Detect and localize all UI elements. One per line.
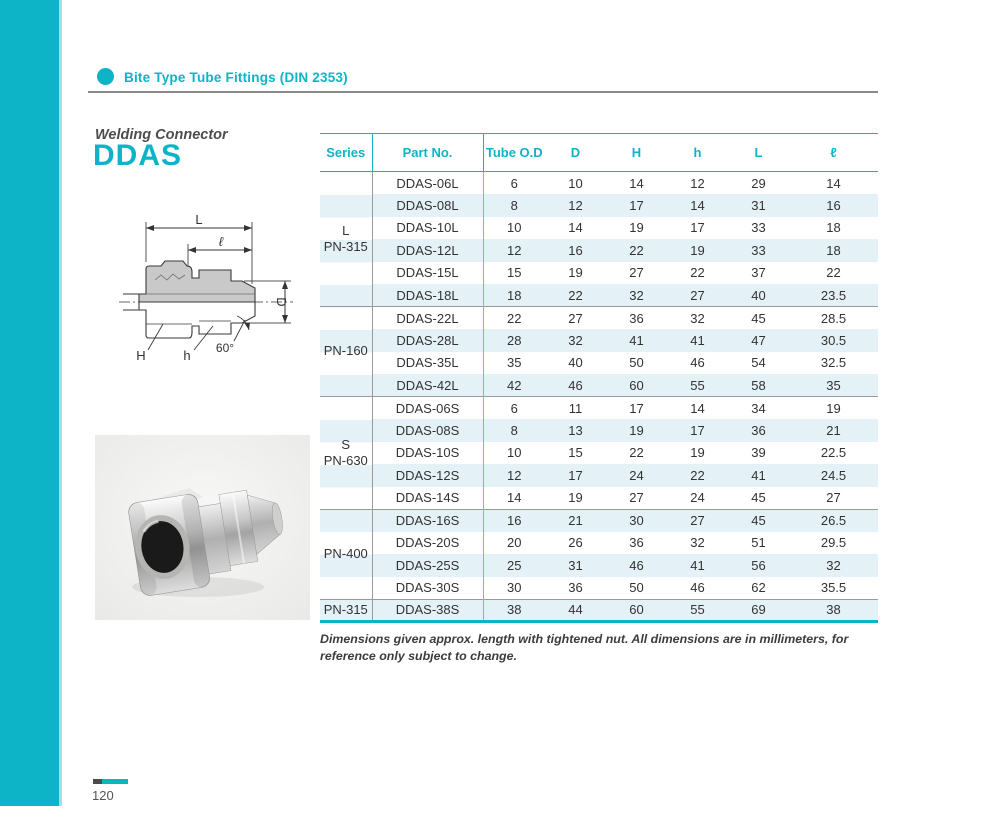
column-header: ℓ [789,134,878,172]
dimension-value-cell: 21 [545,509,606,532]
part-no-cell: DDAS-22L [372,307,483,330]
table-row [320,329,878,352]
page-number: 120 [92,788,114,803]
dimension-value-cell: 15 [568,445,583,461]
dimension-value-cell: 46 [568,377,583,393]
dimension-value-cell: 25 [507,557,522,573]
dimension-value-cell: 45 [728,509,789,532]
dimension-value-cell: 26.5 [789,509,878,532]
part-no-cell: DDAS-30S [372,577,483,600]
part-no-cell: DDAS-06S [372,397,483,420]
dimension-value-cell: 58 [751,377,766,393]
table-row [320,397,878,420]
dimension-value-cell: 14 [568,220,583,236]
dimension-value-cell: 22 [629,242,644,258]
dimension-value-cell: 36 [751,422,766,438]
left-accent-strip [0,0,62,806]
dimension-value-cell: 10 [507,445,522,461]
dimension-value-cell: 21 [826,422,841,438]
dimension-value-cell: 36 [606,307,667,330]
dimension-value-cell: 27 [690,287,705,303]
dimension-value-cell: 41 [751,467,766,483]
column-header: D [545,134,606,172]
page-marker-dark-segment [93,779,102,784]
dimension-value-cell: 29.5 [820,535,847,551]
header-divider [88,91,878,93]
part-no-cell: DDAS-42L [372,374,483,397]
dimension-value-cell: 37 [751,265,766,281]
dimension-value-cell: 32 [826,557,841,573]
product-series-code: DDAS [93,139,183,172]
dimension-value-cell: 31 [751,197,766,213]
series-cell: PN-315 [320,599,372,622]
fitting-section-top [139,261,255,302]
dimension-value-cell: 46 [629,557,644,573]
dimension-value-cell: 16 [568,242,583,258]
table-row [320,172,878,195]
part-no-cell: DDAS-20S [372,532,483,555]
dimension-value-cell: 8 [510,197,518,213]
dimension-value-cell: 45 [751,490,766,505]
dimension-value-cell: 22 [690,265,705,281]
table-row [320,307,878,330]
table-row [320,239,878,262]
dimension-value-cell: 11 [545,397,606,420]
table-row [320,374,878,397]
dimension-value-cell: 14 [690,197,705,213]
part-no-cell: DDAS-18L [372,284,483,307]
table-row [320,464,878,487]
dimension-value-cell: 41 [690,332,705,348]
dimension-value-cell: 14 [826,175,841,191]
part-no-cell: DDAS-14S [372,487,483,510]
table-row [320,442,878,465]
dimension-value-cell: 24.5 [820,467,847,483]
dimension-value-cell: 35 [826,377,841,393]
part-no-cell: DDAS-35L [372,352,483,375]
dimension-value-cell: 10 [507,220,522,236]
dimension-value-cell: 24 [690,490,705,505]
page-marker [93,779,128,784]
part-no-cell: DDAS-08L [372,194,483,217]
table-row [320,284,878,307]
series-cell: S PN-630 [320,397,372,510]
dimension-value-cell: 62 [751,580,766,595]
table-row [320,419,878,442]
dimension-value-cell: 36 [568,580,583,595]
dimension-value-cell: 50 [629,580,644,595]
dimension-value-cell: 32.5 [820,355,847,371]
technical-drawing [95,190,310,375]
dimension-value-cell: 12 [507,242,522,258]
dimension-value-cell: 50 [629,355,644,371]
part-no-cell: DDAS-16S [372,509,483,532]
dim-label-h: h [183,348,191,363]
dimension-value-cell: 40 [568,355,583,371]
product-subtitle: Welding Connector [95,127,228,143]
dim-label-D: D [274,297,289,307]
dimension-value-cell: 10 [568,175,583,191]
table-row [320,352,878,375]
dimension-value-cell: 26 [568,535,583,551]
dimension-value-cell: 22 [483,307,545,330]
dimension-value-cell: 38 [483,599,545,622]
dimension-value-cell: 27 [629,265,644,281]
dimension-value-cell: 14 [507,490,522,505]
table-row [320,532,878,555]
table-row [320,509,878,532]
footnote: Dimensions given approx. length with tightened nut. All dimensions are in millimeters, for reference only subject to change. [320,632,849,664]
dimension-value-cell: 12 [568,197,583,213]
dimension-value-cell: 14 [667,397,728,420]
page-marker-teal-segment [102,779,128,784]
dimension-value-cell: 32 [629,287,644,303]
dimension-value-cell: 60 [606,599,667,622]
dimension-value-cell: 35 [507,355,522,371]
dimension-value-cell: 12 [690,175,705,191]
series-cell: L PN-315 [320,172,372,307]
dimension-value-cell: 8 [510,422,518,438]
table-row [320,577,878,600]
table-row [320,262,878,285]
dimension-value-cell: 33 [751,242,766,258]
dimension-value-cell: 41 [690,557,705,573]
dimension-value-cell: 28 [507,332,522,348]
dimension-value-cell: 19 [568,490,583,505]
column-header: H [606,134,667,172]
dimension-value-cell: 44 [545,599,606,622]
dimension-value-cell: 18 [507,287,522,303]
part-no-cell: DDAS-28L [372,329,483,352]
part-no-cell: DDAS-12L [372,239,483,262]
series-cell: PN-400 [320,509,372,599]
table-row [320,217,878,240]
dimension-value-cell: 17 [606,397,667,420]
dimension-value-cell: 17 [690,422,705,438]
dimension-value-cell: 32 [690,535,705,551]
dimension-value-cell: 23.5 [820,287,847,303]
dimension-value-cell: 22 [826,265,841,281]
dimension-value-cell: 27 [629,490,644,505]
dimension-value-cell: 19 [789,397,878,420]
dimension-value-cell: 19 [629,220,644,236]
dimension-value-cell: 19 [568,265,583,281]
dimension-value-cell: 15 [507,265,522,281]
dimension-value-cell: 17 [690,220,705,236]
table-row [320,194,878,217]
dim-label-ell: ℓ [218,234,224,249]
column-header: h [667,134,728,172]
dimension-value-cell: 30 [507,580,522,595]
dimension-value-cell: 35.5 [820,580,847,595]
dimension-value-cell: 33 [751,220,766,236]
dimension-value-cell: 24 [629,467,644,483]
part-no-cell: DDAS-10S [372,442,483,465]
table-row [320,487,878,510]
dimension-value-cell: 41 [629,332,644,348]
dimension-value-cell: 27 [826,490,841,505]
dimension-value-cell: 47 [751,332,766,348]
dimension-value-cell: 42 [507,377,522,393]
page-title: Bite Type Tube Fittings (DIN 2353) [124,70,348,85]
dimension-value-cell: 31 [568,557,583,573]
header-bullet-icon [97,68,114,85]
dimension-value-cell: 16 [826,197,841,213]
dimension-value-cell: 54 [751,355,766,371]
product-photo [95,435,310,620]
dimension-value-cell: 18 [826,220,841,236]
column-header: Series [320,134,372,172]
part-no-cell: DDAS-38S [372,599,483,622]
dimension-value-cell: 55 [667,599,728,622]
dimension-value-cell: 32 [568,332,583,348]
dimension-value-cell: 19 [690,242,705,258]
dimension-value-cell: 34 [728,397,789,420]
dimension-value-cell: 46 [690,580,705,595]
part-no-cell: DDAS-10L [372,217,483,240]
part-no-cell: DDAS-12S [372,464,483,487]
dimension-value-cell: 16 [483,509,545,532]
dimension-value-cell: 17 [629,197,644,213]
dimension-value-cell: 12 [507,467,522,483]
dim-label-H: H [136,348,146,363]
dim-label-angle: 60° [215,341,235,355]
dimension-value-cell: 32 [667,307,728,330]
dimension-value-cell: 6 [483,397,545,420]
dimension-value-cell: 27 [667,509,728,532]
column-header: Tube O.D [483,134,545,172]
fitting-outline-bottom [139,302,255,338]
dimension-value-cell: 60 [629,377,644,393]
dimension-value-cell: 55 [690,377,705,393]
table-row [320,554,878,577]
dimension-value-cell: 6 [510,175,518,191]
dimension-value-cell: 45 [728,307,789,330]
dimension-value-cell: 18 [826,242,841,258]
dimension-value-cell: 19 [629,422,644,438]
dimension-value-cell: 17 [568,467,583,483]
column-header: Part No. [372,134,483,172]
dimension-value-cell: 19 [690,445,705,461]
dimension-value-cell: 36 [629,535,644,551]
dimension-value-cell: 22.5 [820,445,847,461]
dimension-value-cell: 22 [690,467,705,483]
column-header: L [728,134,789,172]
dimension-value-cell: 39 [751,445,766,461]
dimension-value-cell: 20 [507,535,522,551]
dimension-value-cell: 14 [629,175,644,191]
dimension-value-cell: 38 [789,599,878,622]
table-row [320,599,878,622]
part-no-cell: DDAS-15L [372,262,483,285]
dimension-value-cell: 40 [751,287,766,303]
dimension-value-cell: 30 [606,509,667,532]
dimension-value-cell: 22 [568,287,583,303]
dimension-value-cell: 13 [568,422,583,438]
dimension-value-cell: 30.5 [820,332,847,348]
dimension-value-cell: 51 [751,535,766,551]
dimensions-table [320,133,878,623]
dimension-value-cell: 29 [751,175,766,191]
dimension-value-cell: 46 [690,355,705,371]
part-no-cell: DDAS-06L [372,172,483,195]
dimension-value-cell: 56 [751,557,766,573]
dim-label-L: L [195,212,203,227]
dimension-value-cell: 69 [728,599,789,622]
dimension-value-cell: 27 [545,307,606,330]
part-no-cell: DDAS-25S [372,554,483,577]
dimension-value-cell: 22 [629,445,644,461]
series-cell: PN-160 [320,307,372,397]
dimension-value-cell: 28.5 [789,307,878,330]
part-no-cell: DDAS-08S [372,419,483,442]
